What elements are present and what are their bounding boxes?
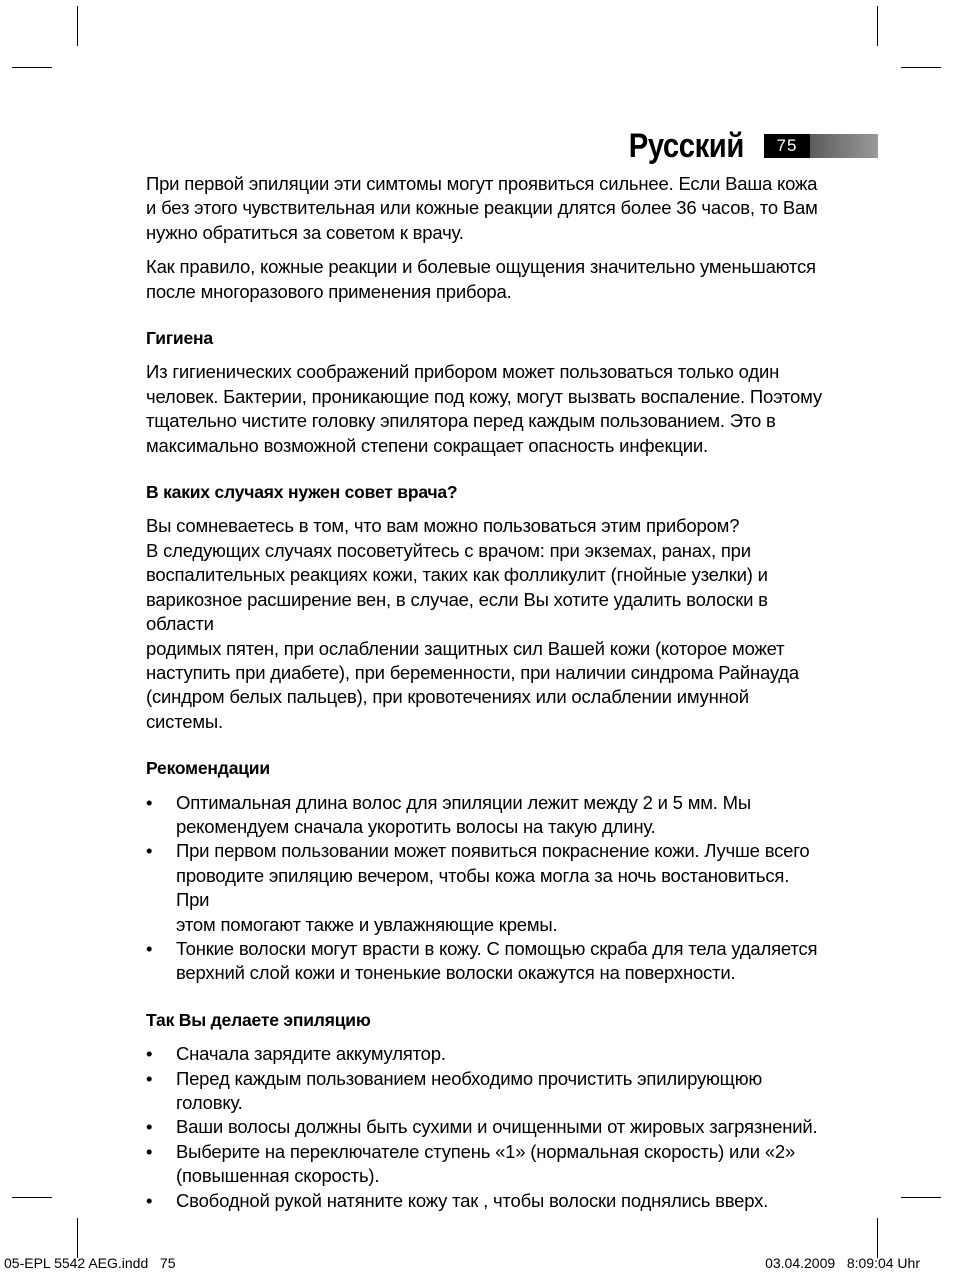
list-item-text: Ваши волосы должны быть сухими и очищенными от жировых загрязнений. [176, 1116, 818, 1138]
page-content [146, 172, 826, 1213]
list-item-text: При первом пользовании может появиться покраснение кожи. Лучше всего проводите эпиляцию вечером, чтобы кожа могла за ночь востановиться. При этом помогают также и увлажняющие кремы. [176, 840, 810, 935]
list-item-text: Выберите на переключателе ступень «1» (нормальная скорость) или «2» (повышенная скорость). [176, 1140, 796, 1187]
crop-mark [77, 1218, 78, 1258]
bullet-icon: • [146, 840, 153, 862]
bullet-icon: • [146, 1189, 153, 1211]
bullet-icon: • [146, 791, 153, 813]
footer-file-info: 05-EPL 5542 AEG.indd 75 [4, 1255, 176, 1271]
header-bar [810, 134, 878, 158]
list-item-text: Тонкие волоски могут врасти в кожу. С помощью скраба для тела удаляется верхний слой кожи и тоненькие волоски окажутся на поверхности. [176, 937, 818, 984]
bullet-icon: • [146, 1043, 153, 1065]
list-item [146, 1115, 826, 1139]
list-item [146, 1067, 826, 1116]
footer-timestamp: 03.04.2009 8:09:04 Uhr [765, 1255, 920, 1271]
list-item [146, 791, 826, 840]
intro-paragraph: Как правило, кожные реакции и болевые ощущения значительно уменьшаются после многоразового применения прибора. [146, 256, 816, 302]
intro-paragraph: При первой эпиляции эти симтомы могут проявиться сильнее. Если Ваша кожа и без этого чувствительная или кожные реакции длятся более 36 часов, то Вам нужно обратиться за советом к врачу. [146, 173, 818, 243]
list-item [146, 839, 826, 937]
hygiene-text: Из гигиенических соображений прибором может пользоваться только один человек. Бактерии, проникающие под кожу, могут вызвать воспаление. Поэтому тщательно чистите головку эпилятора перед каждым пользованием. Это в максимально возможной степени сокращает опасность инфекции. [146, 361, 822, 456]
crop-mark [12, 67, 52, 68]
crop-mark [901, 1197, 941, 1198]
page-number: 75 [764, 134, 810, 158]
bullet-icon: • [146, 1116, 153, 1138]
crop-mark [77, 6, 78, 46]
howto-list [146, 1042, 826, 1213]
bullet-icon: • [146, 937, 153, 959]
section-heading-howto: Так Вы делаете эпиляцию [146, 1009, 371, 1030]
crop-mark [901, 67, 941, 68]
bullet-icon: • [146, 1140, 153, 1162]
crop-mark [877, 1218, 878, 1258]
section-heading-recommendations: Рекомендации [146, 758, 270, 779]
list-item-text: Перед каждым пользованием необходимо прочистить эпилирующюю головку. [176, 1067, 763, 1113]
crop-mark [12, 1197, 52, 1198]
list-item [146, 1042, 826, 1066]
recommendations-list [146, 791, 826, 986]
section-heading-doctor: В каких случаях нужен совет врача? [146, 482, 458, 503]
list-item [146, 1189, 826, 1213]
doctor-text: Вы сомневаетесь в том, что вам можно пользоваться этим прибором? В следующих случаях посоветуйтесь с врачом: при экземах, ранах, при воспалительных реакциях кожи, таких как фолликулит (гнойные узелки) и варикозное расширение вен, в случае, если Вы хотите удалить волоски в области родимых пятен, при ослаблении защитных сил Вашей кожи (которое может наступить при диабете), при беременности, при наличии синдрома Райнауда (синдром белых пальцев), при кровотечениях или ослаблении имунной системы. [146, 515, 799, 732]
language-title: Русский [628, 127, 744, 165]
list-item-text: Свободной рукой натяните кожу так , чтобы волоски поднялись вверх. [176, 1189, 769, 1211]
list-item [146, 937, 826, 986]
list-item-text: Сначала зарядите аккумулятор. [176, 1043, 446, 1065]
list-item-text: Оптимальная длина волос для эпиляции лежит между 2 и 5 мм. Мы рекомендуем сначала укоротить волосы на такую длину. [176, 791, 751, 837]
list-item [146, 1140, 826, 1189]
section-heading-hygiene: Гигиена [146, 328, 213, 349]
page-header [560, 126, 878, 166]
crop-mark [877, 6, 878, 46]
bullet-icon: • [146, 1067, 153, 1089]
